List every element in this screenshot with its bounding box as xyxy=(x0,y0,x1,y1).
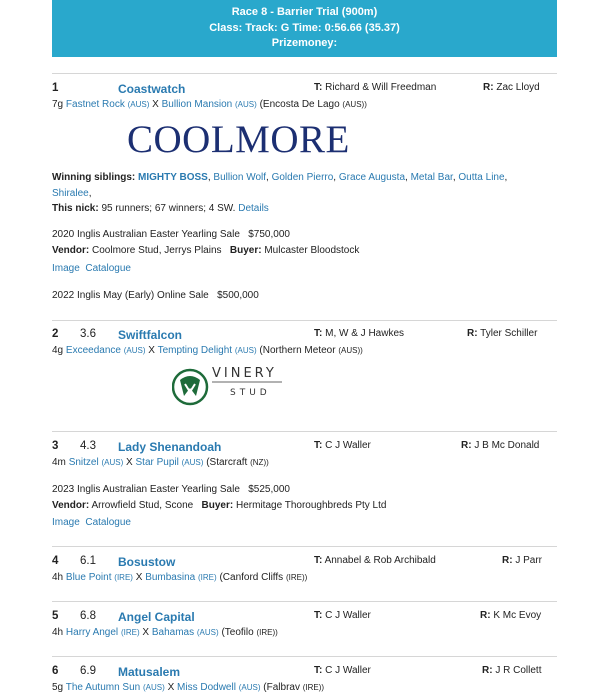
damsire: (Canford Cliffs (IRE)) xyxy=(219,572,308,583)
trainer-name: Annabel & Rob Archibald xyxy=(324,555,436,566)
catalogue-link[interactable]: Catalogue xyxy=(85,517,131,528)
rider-name: J Parr xyxy=(515,555,543,566)
runner-name-link[interactable]: Coastwatch xyxy=(118,82,186,96)
sibling-link[interactable]: Bullion Wolf xyxy=(213,172,267,183)
pedigree: 4g Exceedance (AUS) X Tempting Delight (AUS) (Northern Meteor (AUS)) xyxy=(52,345,363,356)
rider: R: J R Collett xyxy=(482,665,542,676)
sire-link[interactable]: Blue Point (IRE) xyxy=(65,572,133,583)
trainer-name: M, W & J Hawkes xyxy=(325,328,405,339)
rider: R: Tyler Schiller xyxy=(467,328,538,339)
damsire: (Falbrav (IRE)) xyxy=(263,682,325,693)
runner-name-link[interactable]: Swiftfalcon xyxy=(118,328,183,342)
sire-link[interactable]: Snitzel (AUS) xyxy=(68,457,124,468)
pedigree xyxy=(52,99,367,110)
sibling-link[interactable]: Grace Augusta xyxy=(338,172,406,183)
trainer-name: C J Waller xyxy=(325,610,371,621)
runner-entry-4 xyxy=(52,546,557,602)
image-link[interactable]: Image xyxy=(52,517,80,528)
rider xyxy=(483,82,540,93)
race-title: Race 8 - Barrier Trial (900m) xyxy=(231,6,378,18)
trainer: T: C J Waller xyxy=(314,440,371,451)
sire-link[interactable]: Fastnet Rock (AUS) xyxy=(65,99,150,110)
trainer: T: C J Waller xyxy=(314,610,371,621)
vendor-buyer: Vendor: Coolmore Stud, Jerrys Plains Buyer: Mulcaster Bloodstock xyxy=(52,245,360,256)
vinery-logo-main: VINERY xyxy=(212,366,277,381)
dam-link[interactable]: Miss Dodwell (AUS) xyxy=(177,682,261,693)
rider: R: J B Mc Donald xyxy=(461,440,540,451)
sire-link[interactable]: Exceedance (AUS) xyxy=(65,345,146,356)
x-separator: X xyxy=(152,99,159,110)
runner-name-link[interactable]: Matusalem xyxy=(118,665,181,679)
runner-entry-6 xyxy=(52,656,557,696)
pedigree: 4h Blue Point (IRE) X Bumbasina (IRE) (Canford Cliffs (IRE)) xyxy=(52,572,308,583)
race-header xyxy=(52,0,557,57)
trainer-label: T: xyxy=(314,82,323,93)
sire-link[interactable]: Harry Angel (IRE) xyxy=(65,627,140,638)
rider: R: J Parr xyxy=(502,555,543,566)
runner-odds: 6.8 xyxy=(80,610,96,622)
pedigree: 5g The Autumn Sun (AUS) X Miss Dodwell (AUS) (Falbrav (IRE)) xyxy=(52,682,325,693)
rider-label: R: xyxy=(483,82,494,93)
runner-entry-2 xyxy=(52,320,557,432)
dam-link[interactable]: Bumbasina (IRE) xyxy=(145,572,217,583)
damsire: (Teofilo (IRE)) xyxy=(221,627,278,638)
runner-name-link[interactable]: Bosustow xyxy=(118,555,176,569)
this-nick xyxy=(52,203,269,214)
runner-name-link[interactable]: Angel Capital xyxy=(118,610,195,624)
coolmore-logo[interactable]: COOLMORE xyxy=(127,118,350,161)
vendor-buyer: Vendor: Arrowfield Stud, Scone Buyer: Hermitage Thoroughbreds Pty Ltd xyxy=(52,500,387,511)
sale-links xyxy=(52,517,131,528)
damsire: (Starcraft (NZ)) xyxy=(206,457,269,468)
sale-info: 2020 Inglis Australian Easter Yearling Sale $750,000 xyxy=(52,229,290,240)
trainer xyxy=(314,82,436,93)
runner-number: 1 xyxy=(52,82,59,94)
nick-text: 95 runners; 67 winners; 4 SW. xyxy=(101,203,236,214)
buyer: Mulcaster Bloodstock xyxy=(264,245,360,256)
runner-odds: 6.9 xyxy=(80,665,96,677)
rider-name: K Mc Evoy xyxy=(493,610,542,621)
trainer: T: C J Waller xyxy=(314,665,371,676)
dam-link[interactable]: Star Pupil (AUS) xyxy=(135,457,204,468)
race-prizemoney: Prizemoney: xyxy=(271,37,338,49)
dam-link[interactable]: Bullion Mansion (AUS) xyxy=(161,99,257,110)
rider-name: J B Mc Donald xyxy=(474,440,540,451)
winning-siblings: Winning siblings: MIGHTY BOSS, Bullion Wolf, Golden Pierro, Grace Augusta, Metal Bar, Outta Line, Shiralee, xyxy=(52,172,508,199)
trainer-name: C J Waller xyxy=(325,440,371,451)
siblings-label: Winning siblings: xyxy=(52,172,136,183)
catalogue-link[interactable]: Catalogue xyxy=(85,263,131,274)
vendor: Arrowfield Stud, Scone xyxy=(91,500,194,511)
age-sex: 7g xyxy=(52,99,64,110)
sibling-link[interactable]: Outta Line xyxy=(458,172,505,183)
rider-name: J R Collett xyxy=(495,665,542,676)
sibling-link[interactable]: Golden Pierro xyxy=(271,172,334,183)
rider: R: K Mc Evoy xyxy=(480,610,542,621)
damsire: (Encosta De Lago (AUS)) xyxy=(259,99,367,110)
sibling-link[interactable]: Shiralee xyxy=(52,188,89,199)
vendor: Coolmore Stud, Jerrys Plains xyxy=(92,245,222,256)
runner-entry-3 xyxy=(52,431,557,546)
runner-number: 6 xyxy=(52,665,59,677)
runner-entry-1 xyxy=(52,73,557,318)
runner-odds: 3.6 xyxy=(80,328,96,340)
vinery-logo-sub: STUD xyxy=(230,388,271,398)
trainer: T: M, W & J Hawkes xyxy=(314,328,405,339)
pedigree: 4h Harry Angel (IRE) X Bahamas (AUS) (Teofilo (IRE)) xyxy=(52,627,278,638)
dam-link[interactable]: Tempting Delight (AUS) xyxy=(157,345,257,356)
dam-link[interactable]: Bahamas (AUS) xyxy=(151,627,219,638)
vinery-stud-logo[interactable] xyxy=(172,366,287,408)
runner-number: 4 xyxy=(52,555,59,567)
sibling-link[interactable]: MIGHTY BOSS xyxy=(138,172,208,183)
runner-number: 2 xyxy=(52,328,59,340)
runner-odds: 6.1 xyxy=(80,555,96,567)
runner-odds: 4.3 xyxy=(80,440,96,452)
damsire: (Northern Meteor (AUS)) xyxy=(259,345,363,356)
trainer: T: Annabel & Rob Archibald xyxy=(314,555,436,566)
runner-name-link[interactable]: Lady Shenandoah xyxy=(118,440,222,454)
nick-label: This nick: xyxy=(52,203,99,214)
nick-details-link[interactable]: Details xyxy=(238,203,269,214)
buyer: Hermitage Thoroughbreds Pty Ltd xyxy=(236,500,387,511)
sale-links xyxy=(52,263,131,274)
runner-number: 3 xyxy=(52,440,59,452)
sale-info: 2022 Inglis May (Early) Online Sale $500,000 xyxy=(52,290,259,301)
pedigree: 4m Snitzel (AUS) X Star Pupil (AUS) (Starcraft (NZ)) xyxy=(52,457,269,468)
rider-name: Zac Lloyd xyxy=(496,82,540,93)
sibling-link[interactable]: Metal Bar xyxy=(410,172,453,183)
runner-number: 5 xyxy=(52,610,59,622)
trainer-name: Richard & Will Freedman xyxy=(325,82,437,93)
sale-info: 2023 Inglis Australian Easter Yearling Sale $525,000 xyxy=(52,484,290,495)
rider-name: Tyler Schiller xyxy=(480,328,538,339)
image-link[interactable]: Image xyxy=(52,263,80,274)
trainer-name: C J Waller xyxy=(325,665,371,676)
sire-link[interactable]: The Autumn Sun (AUS) xyxy=(65,682,165,693)
race-class-track-time: Class: Track: G Time: 0:56.66 (35.37) xyxy=(209,21,400,34)
runner-entry-5 xyxy=(52,601,557,657)
